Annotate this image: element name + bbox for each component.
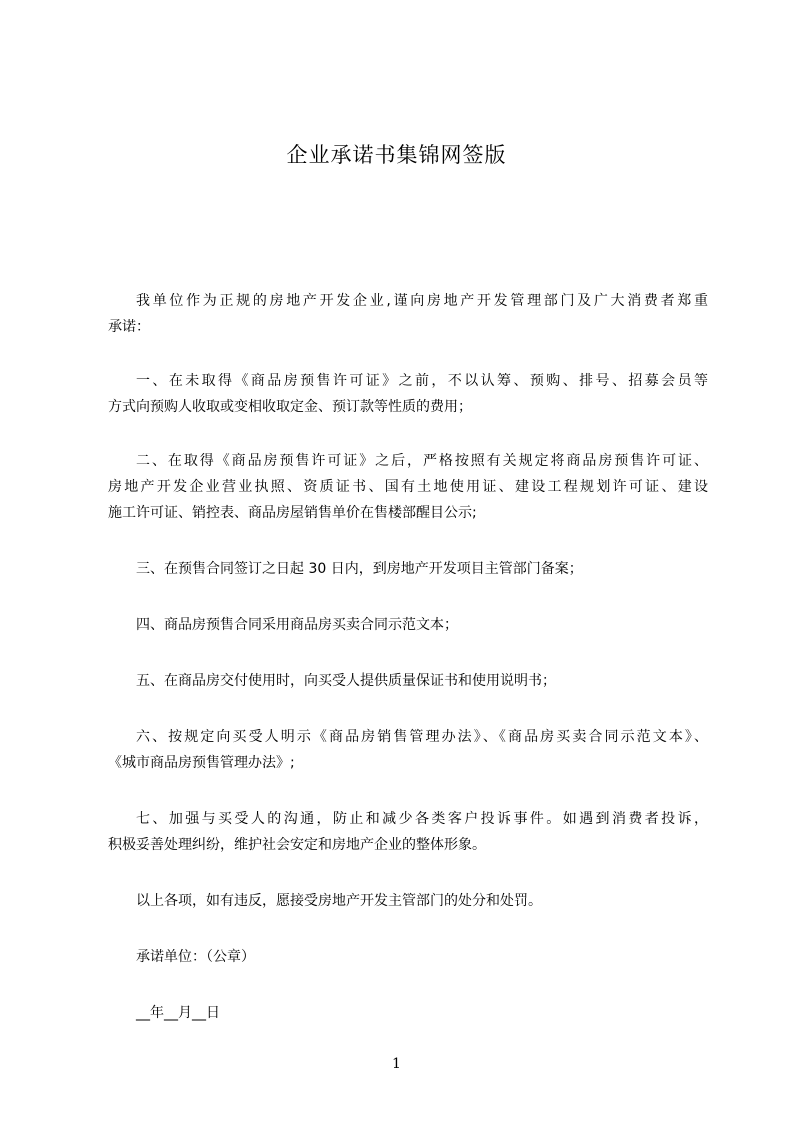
commitment-1-line-1: 一、在未取得《商品房预售许可证》之前，不以认筹、预购、排号、招募会员等	[136, 373, 708, 389]
commitment-5	[108, 668, 708, 694]
signature-unit-line: 承诺单位：（公章）	[136, 949, 255, 965]
commitment-6	[108, 724, 708, 776]
commitment-2	[108, 448, 708, 526]
intro-line-2: 承诺：	[108, 319, 150, 335]
commitment-4	[108, 612, 708, 638]
date-line	[108, 1000, 708, 1026]
date-line-text: __年__月__日	[136, 1005, 220, 1021]
commitment-6-line-1: 六、按规定向买受人明示《商品房销售管理办法》、《商品房买卖合同示范文本》、	[136, 729, 708, 745]
commitment-7-line-1: 七、加强与买受人的沟通，防止和减少各类客户投诉事件。如遇到消费者投诉，	[136, 811, 708, 827]
commitment-3	[108, 556, 708, 582]
commitment-7	[108, 806, 708, 858]
commitment-3-line-1: 三、在预售合同签订之日起 30 日内，到房地产开发项目主管部门备案；	[136, 561, 583, 577]
intro-line-1: 我单位作为正规的房地产开发企业,谨向房地产开发管理部门及广大消费者郑重	[136, 293, 708, 309]
commitment-5-line-1: 五、在商品房交付使用时，向买受人提供质量保证书和使用说明书；	[136, 673, 556, 689]
commitment-7-line-2: 积极妥善处理纠纷，维护社会安定和房地产企业的整体形象。	[108, 837, 486, 853]
intro-paragraph	[108, 288, 708, 340]
commitment-4-line-1: 四、商品房预售合同采用商品房买卖合同示范文本；	[136, 617, 458, 633]
closing-statement	[108, 888, 708, 914]
page-number: 1	[392, 1056, 401, 1072]
document-title: 企业承诺书集锦网签版	[286, 143, 507, 167]
commitment-2-line-2: 房地产开发企业营业执照、资质证书、国有土地使用证、建设工程规划许可证、建设	[108, 479, 708, 495]
commitment-2-line-3: 施工许可证、销控表、商品房屋销售单价在售楼部醒目公示;	[108, 505, 477, 521]
signature-unit	[108, 944, 708, 970]
document-body	[108, 288, 708, 1026]
commitment-1-line-2: 方式向预购人收取或变相收取定金、预订款等性质的费用；	[108, 399, 472, 415]
commitment-2-line-1: 二、在取得《商品房预售许可证》之后，严格按照有关规定将商品房预售许可证、	[136, 453, 708, 469]
commitment-1	[108, 368, 708, 420]
closing-line: 以上各项，如有违反，愿接受房地产开发主管部门的处分和处罚。	[136, 893, 542, 909]
commitment-6-line-2: 《城市商品房预售管理办法》;	[108, 755, 295, 771]
